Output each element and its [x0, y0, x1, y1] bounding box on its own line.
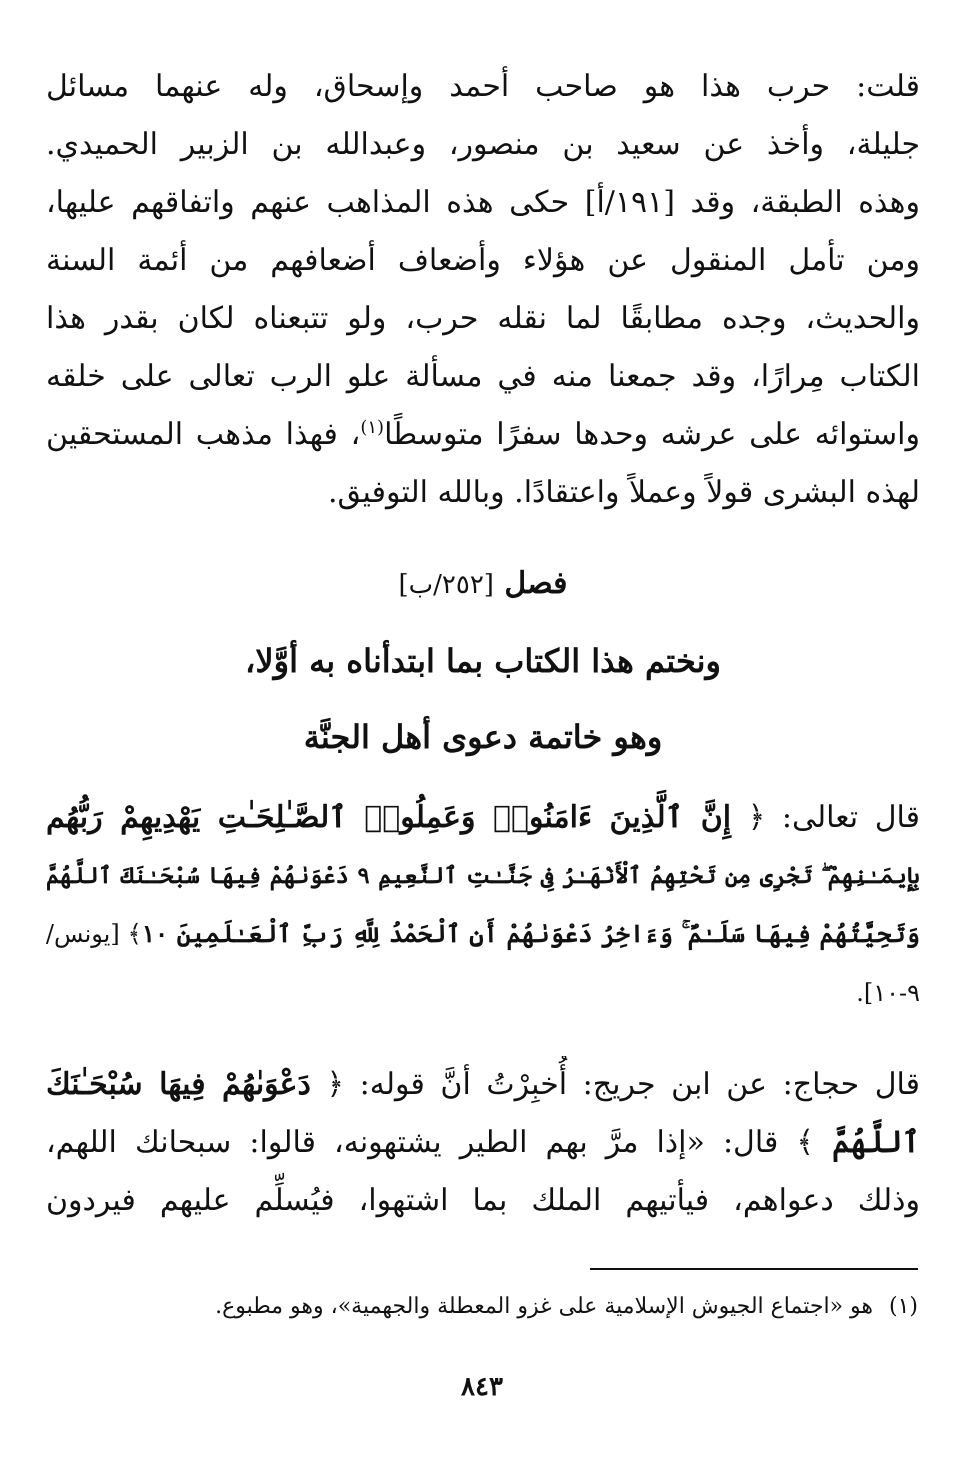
verse-line-1: إِنَّ ٱلَّذِينَ ءَامَنُوا۟ وَعَمِلُوا۟ ٱلصَّـٰلِحَـٰتِ يَهْدِيهِمْ رَبُّهُم	[46, 800, 732, 835]
hajjaj-line-3: وذلك دعواهم، فيأتيهم الملك بما اشتهوا، فيُسلِّم عليهم فيردون	[46, 1183, 920, 1218]
hajjaj-line-1-quran: دَعْوَىٰهُمْ فِيهَا سُبْحَـٰنَكَ	[46, 1067, 311, 1102]
verse-close-bracket: ﴾	[127, 919, 142, 948]
verse-line-3: وَتَحِيَّتُهُمْ فِيهَا سَلَـٰمٌ ۚ وَءَاخِرُ دَعْوَىٰهُمْ أَنِ ٱلْحَمْدُ لِلَّهِ رَبِّ ٱلْعَـٰلَمِينَ ١٠	[141, 919, 920, 948]
page-body	[46, 58, 920, 1230]
folio-reference: [٢٥٢/ب]	[398, 570, 494, 600]
footnote-marker: (١)	[360, 417, 385, 438]
surah-reference: [يونس/	[46, 920, 120, 948]
footnote	[44, 1290, 918, 1324]
page-number: ٨٤٣	[461, 1372, 503, 1402]
text-line-1: قلت: حرب هذا هو صاحب أحمد وإسحاق، وله عنهما مسائل	[46, 69, 920, 104]
hajjaj-line-2	[46, 1114, 920, 1172]
quran-intro: قال تعالى: ﴿	[747, 800, 920, 835]
quran-line-2	[46, 847, 920, 905]
section-heading	[46, 564, 920, 605]
quran-passage	[46, 789, 920, 1022]
text-line-2: جليلة، وأخذ عن سعيد بن منصور، وعبدالله بن الزبير الحميدي.	[46, 127, 920, 162]
hajjaj-line-1-text: قال حجاج: عن ابن جريج: أُخبِرْتُ أنَّ قوله: ﴿	[326, 1067, 920, 1102]
footnote-number: (١)	[888, 1294, 918, 1319]
text-line-7-end: ، فهذا مذهب المستحقين	[46, 417, 361, 452]
text-line-4: ومن تأمل المنقول عن هؤلاء وأضعاف أضعافهم من أئمة السنة	[46, 243, 920, 278]
text-line-7	[46, 406, 920, 464]
verse-line-2: بِإِيمَـٰنِهِمْ ۖ تَجْرِى مِن تَحْتِهِمُ ٱلْأَنْهَـٰرُ فِى جَنَّـٰتِ ٱلنَّعِيمِ ٩ دَعْوَىٰهُمْ فِيهَا سُبْحَـٰنَكَ ٱللَّهُمَّ	[46, 863, 920, 889]
text-line-3: وهذه الطبقة، وقد [١٩١/أ] حكى هذه المذاهب عنهم واتفاقهم عليها،	[46, 185, 920, 220]
quran-line-1	[46, 789, 920, 847]
section-subtitle: وهو خاتمة دعوى أهل الجنَّة	[303, 718, 663, 756]
opening-paragraph	[46, 58, 920, 522]
hajjaj-line-2-text: ﴾ قال: «إذا مرَّ بهم الطير يشتهونه، قالوا: سبحانك اللهم،	[46, 1125, 815, 1160]
text-line-8: لهذه البشرى قولاً وعملاً واعتقادًا. وبالله التوفيق.	[328, 475, 920, 510]
quran-line-3	[46, 905, 920, 963]
verse-numbers: ٩-١٠].	[856, 979, 920, 1007]
section-label: فصل	[504, 566, 568, 601]
footnote-text: هو «اجتماع الجيوش الإسلامية على غزو المعطلة والجهمية»، وهو مطبوع.	[215, 1294, 873, 1319]
hajjaj-line-2-quran: ٱللَّهُمَّ	[832, 1125, 920, 1160]
text-line-7-start: واستوائه على عرشه وحدها سفرًا متوسطًا	[384, 417, 920, 452]
hajjaj-line-1	[46, 1056, 920, 1114]
text-line-5: والحديث، وجده مطابقًا لما نقله حرب، ولو تتبعناه لكان بقدر هذا	[46, 301, 920, 336]
text-line-6: الكتاب مِرارًا، وقد جمعنا منه في مسألة علو الرب تعالى على خلقه	[46, 359, 920, 394]
footnote-divider	[590, 1268, 918, 1270]
section-title: ونختم هذا الكتاب بما ابتدأناه به أوَّلا،	[245, 642, 721, 680]
hajjaj-paragraph	[46, 1056, 920, 1230]
quran-line-4	[46, 963, 920, 1022]
